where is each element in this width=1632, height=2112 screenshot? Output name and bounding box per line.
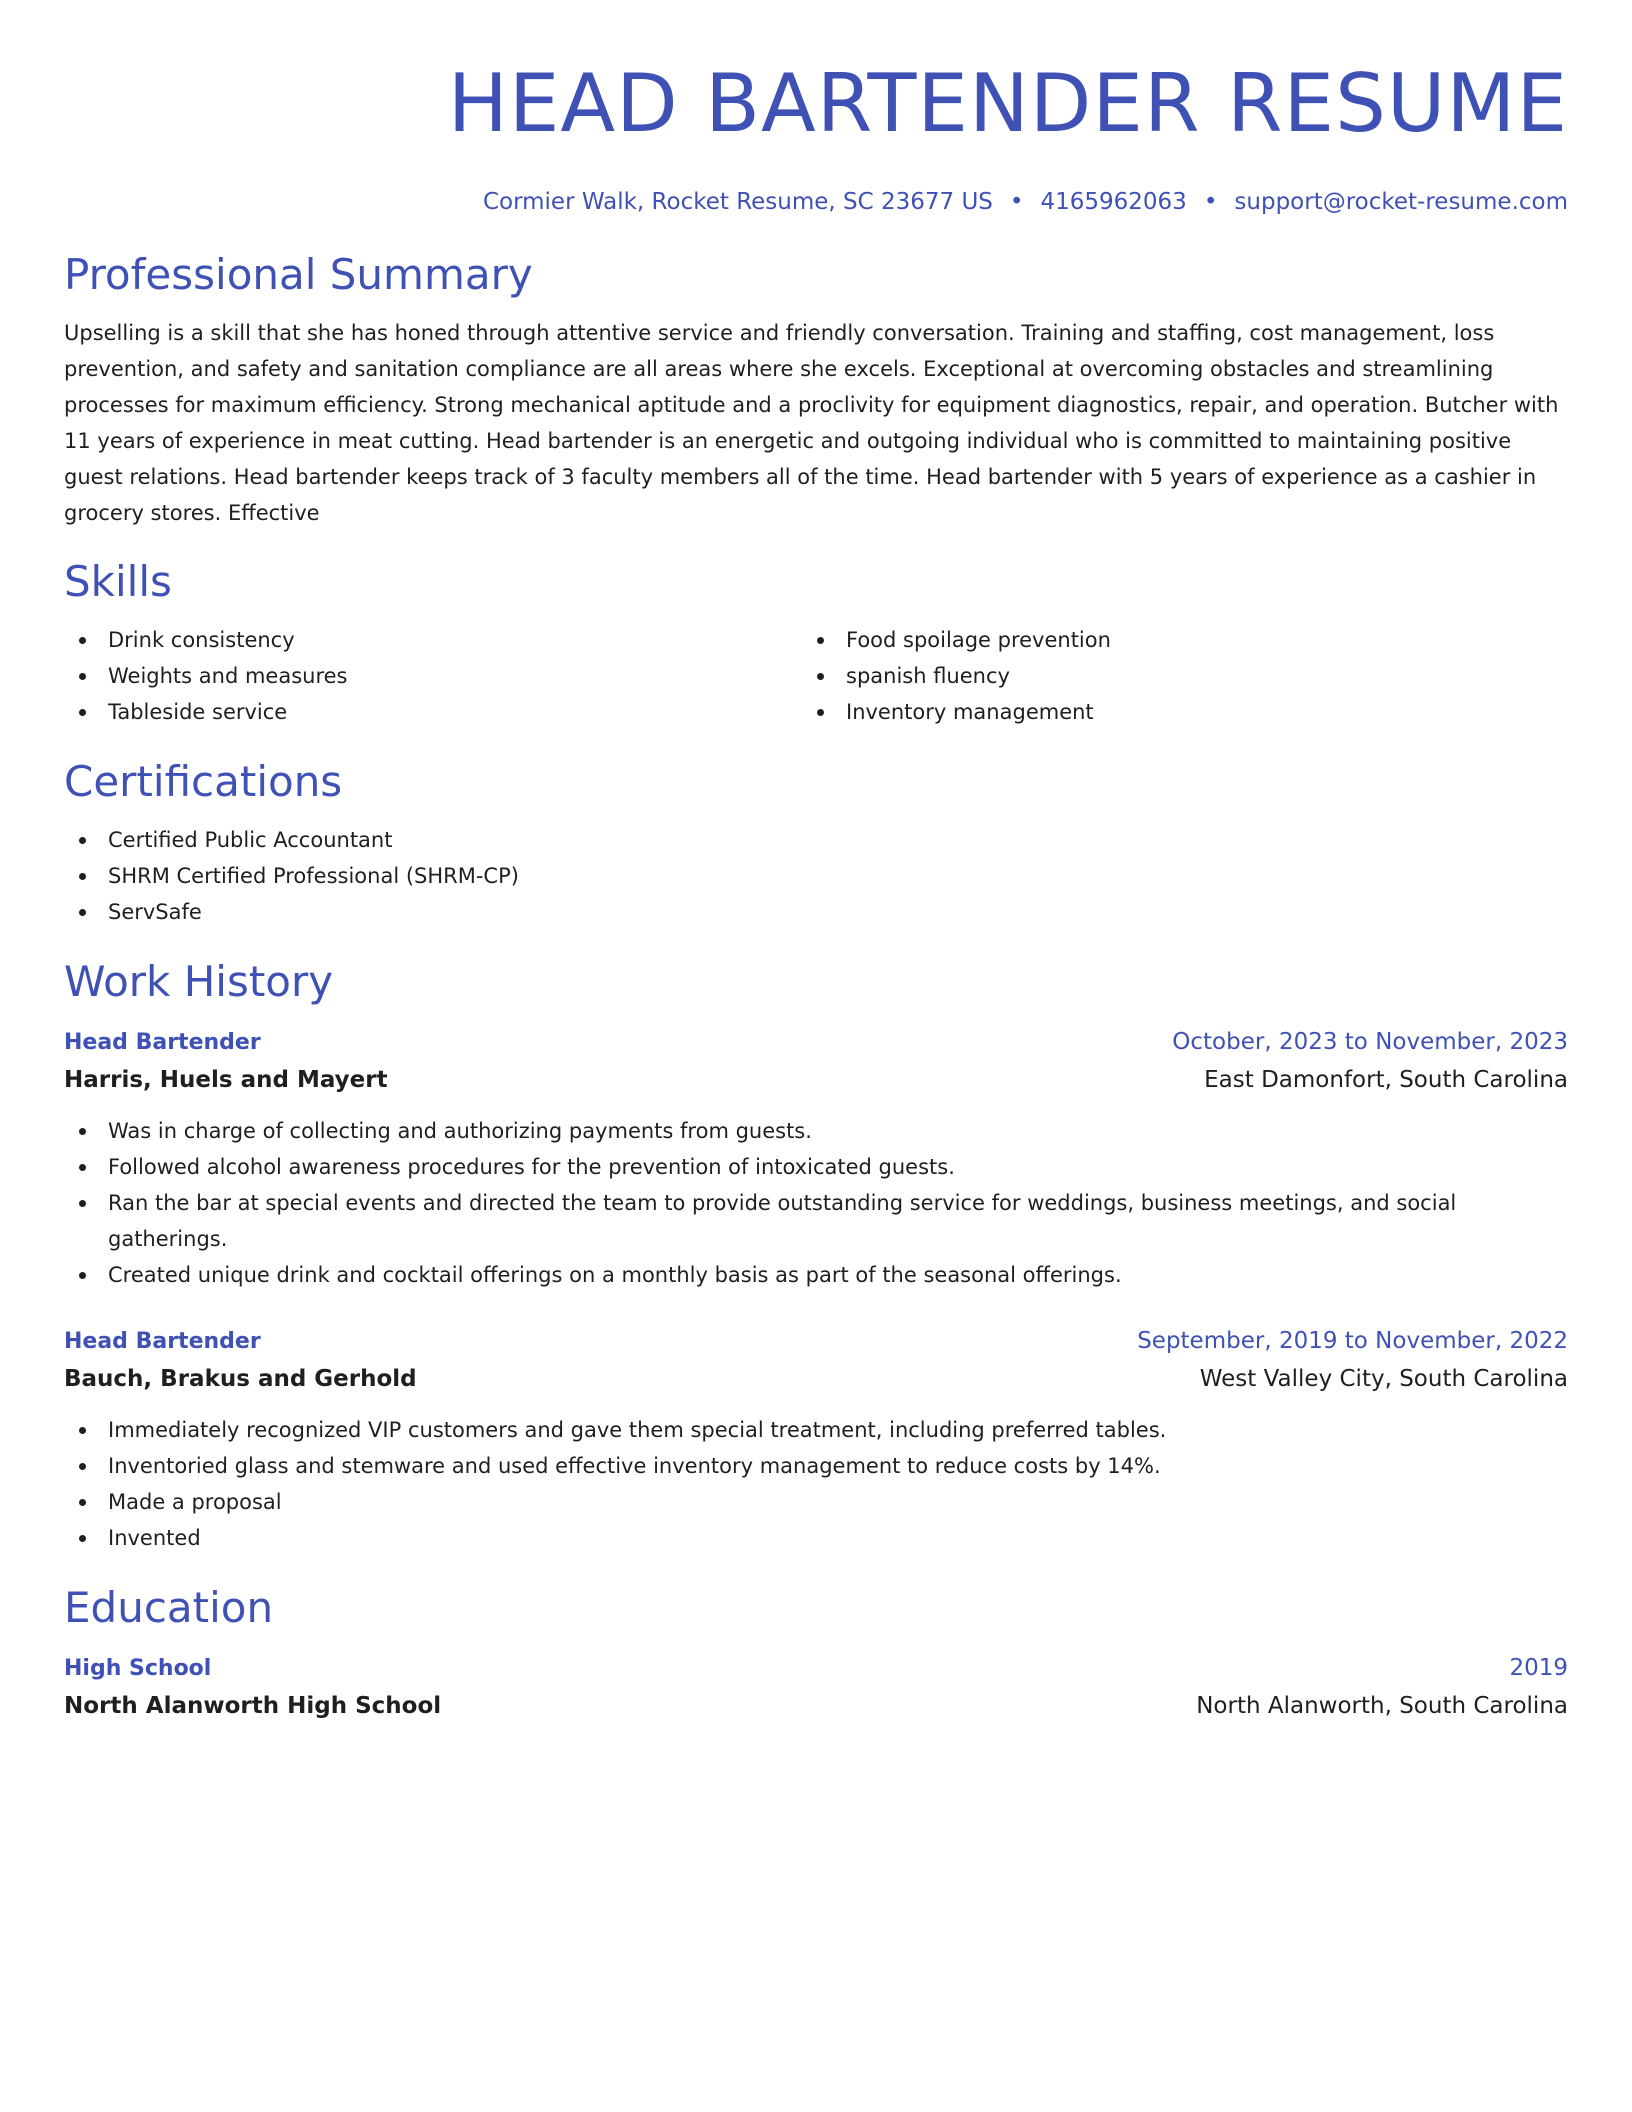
job-bullet-text: Ran the bar at special events and directed the team to provide outstanding service for weddings, business meetings, and social gatherings. [108, 1191, 1457, 1251]
contact-email[interactable]: support@rocket-resume.com [1234, 189, 1568, 215]
certifications-section [64, 756, 1568, 930]
education-section [64, 1582, 1568, 1725]
job-title: Head Bartender [64, 1030, 261, 1055]
bullet-icon [817, 709, 824, 716]
skill-item [64, 622, 802, 658]
job-dates: October, 2023 to November, 2023 [1172, 1029, 1568, 1055]
bullet-icon [79, 1463, 86, 1470]
contact-phone: 4165962063 [1040, 189, 1187, 215]
job-location: East Damonfort, South Carolina [1204, 1067, 1568, 1093]
job-company: Harris, Huels and Mayert [64, 1067, 388, 1093]
bullet-icon [79, 1164, 86, 1171]
certification-label: Certified Public Accountant [108, 828, 393, 852]
summary-text: Upselling is a skill that she has honed through attentive service and friendly conversation. Training and staffing, cost management, loss prevention, and safety and sanitation compliance are all areas where she excels. Exceptional at overcoming obstacles and streamlining processes for maximum efficiency. Strong mechanical aptitude and a proclivity for equipment diagnostics, repair, and operation. Butcher with 11 years of experience in meat cutting. Head bartender is an energetic and outgoing individual who is committed to maintaining positive guest relations. Head bartender keeps track of 3 faculty members all of the time. Head bartender with 5 years of experience as a cashier in grocery stores. Effective [64, 321, 1559, 525]
job-entry [64, 1024, 1568, 1293]
job-bullet-text: Invented [108, 1526, 201, 1550]
job-company: Bauch, Brakus and Gerhold [64, 1366, 417, 1392]
bullet-icon [79, 673, 86, 680]
education-degree: High School [64, 1656, 212, 1681]
contact-separator: • [1009, 189, 1024, 215]
bullet-icon [79, 1427, 86, 1434]
job-location: West Valley City, South Carolina [1199, 1366, 1568, 1392]
education-heading: Education [64, 1583, 274, 1632]
skills-heading: Skills [64, 557, 172, 606]
job-bullet-text: Inventoried glass and stemware and used effective inventory management to reduce costs by 14%. [108, 1454, 1161, 1478]
bullet-icon [817, 637, 824, 644]
bullet-icon [79, 637, 86, 644]
skill-label: Weights and measures [108, 664, 348, 688]
job-bullet [64, 1149, 1568, 1185]
bullet-icon [79, 1535, 86, 1542]
summary-heading: Professional Summary [64, 250, 533, 299]
skill-item [64, 658, 802, 694]
bullet-icon [817, 673, 824, 680]
skills-column-right [802, 622, 1540, 730]
bullet-icon [79, 873, 86, 880]
job-bullet-text: Followed alcohol awareness procedures for the prevention of intoxicated guests. [108, 1155, 955, 1179]
job-bullet-text: Created unique drink and cocktail offerings on a monthly basis as part of the seasonal offerings. [108, 1263, 1122, 1287]
skills-column-left [64, 622, 802, 730]
bullet-icon [79, 837, 86, 844]
certification-label: SHRM Certified Professional (SHRM-CP) [108, 864, 519, 888]
contact-address: Cormier Walk, Rocket Resume, SC 23677 US [482, 189, 993, 215]
education-location: North Alanworth, South Carolina [1196, 1693, 1568, 1719]
job-bullet [64, 1448, 1568, 1484]
certification-item [64, 858, 1568, 894]
skill-item [802, 694, 1540, 730]
skill-label: Tableside service [108, 700, 288, 724]
skill-label: Inventory management [846, 700, 1094, 724]
job-bullet [64, 1257, 1568, 1293]
job-title: Head Bartender [64, 1329, 261, 1354]
skill-label: Food spoilage prevention [846, 628, 1111, 652]
summary-section [64, 249, 1568, 531]
bullet-icon [79, 1128, 86, 1135]
job-bullet-text: Made a proposal [108, 1490, 282, 1514]
skill-item [802, 658, 1540, 694]
education-entry [64, 1650, 1568, 1725]
job-bullet [64, 1484, 1568, 1520]
work-history-section [64, 956, 1568, 1556]
job-bullet [64, 1520, 1568, 1556]
certifications-heading: Certifications [64, 757, 343, 806]
certification-item [64, 822, 1568, 858]
skill-label: spanish fluency [846, 664, 1010, 688]
job-bullet [64, 1412, 1568, 1448]
skill-label: Drink consistency [108, 628, 295, 652]
job-bullet-text: Immediately recognized VIP customers and gave them special treatment, including preferred tables. [108, 1418, 1167, 1442]
education-school: North Alanworth High School [64, 1693, 442, 1719]
skills-section [64, 556, 1568, 730]
certification-item [64, 894, 1568, 930]
contact-info [64, 187, 1568, 217]
resume-title: HEAD BARTENDER RESUME [447, 57, 1568, 150]
job-entry [64, 1323, 1568, 1556]
certification-label: ServSafe [108, 900, 202, 924]
contact-separator: • [1203, 189, 1218, 215]
bullet-icon [79, 1499, 86, 1506]
education-year: 2019 [1509, 1655, 1568, 1681]
job-bullet-text: Was in charge of collecting and authorizing payments from guests. [108, 1119, 812, 1143]
job-bullet [64, 1113, 1568, 1149]
job-dates: September, 2019 to November, 2022 [1137, 1328, 1568, 1354]
bullet-icon [79, 909, 86, 916]
bullet-icon [79, 1200, 86, 1207]
job-bullet [64, 1185, 1568, 1257]
bullet-icon [79, 1272, 86, 1279]
bullet-icon [79, 709, 86, 716]
skill-item [802, 622, 1540, 658]
work-history-heading: Work History [64, 957, 334, 1006]
skill-item [64, 694, 802, 730]
skills-grid [64, 622, 1568, 730]
